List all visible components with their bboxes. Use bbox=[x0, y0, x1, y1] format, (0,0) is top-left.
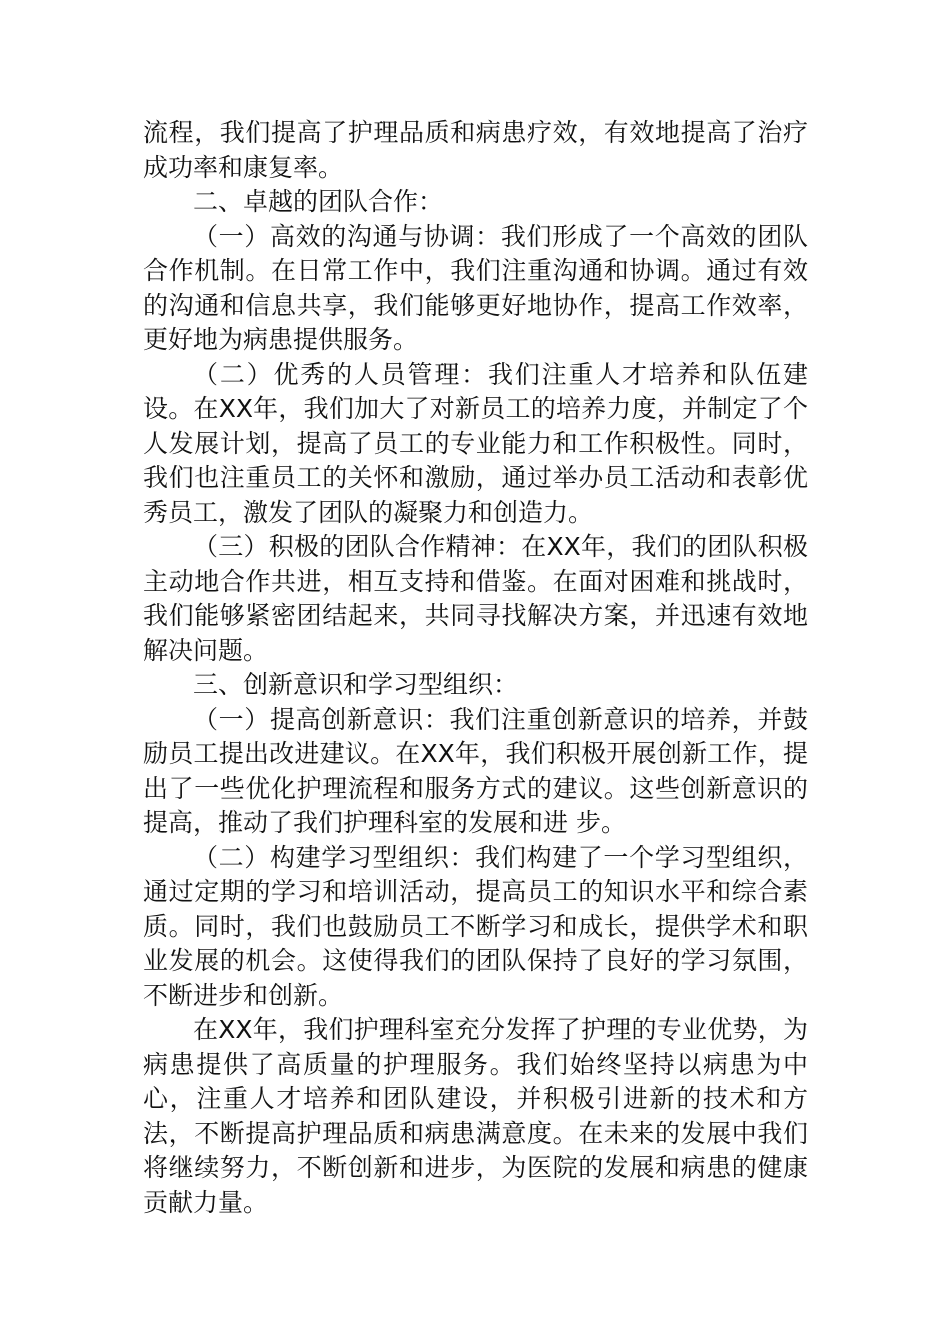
paragraph-2-2: （二）优秀的人员管理：我们注重人才培养和队伍建设。在XX年，我们加大了对新员工的培养力度，并制定了个人发展计划，提高了员工的专业能力和工作积极性。同时，我们也注重员工的关怀和激励，通过举办员工活动和表彰优秀员工，激发了团队的凝聚力和创造力。 bbox=[143, 359, 808, 527]
section-heading-3: 三、创新意识和学习型组织： bbox=[193, 670, 519, 699]
paragraph-2-3: （三）积极的团队合作精神：在XX年，我们的团队积极主动地合作共进，相互支持和借鉴。在面对困难和挑战时，我们能够紧密团结起来，共同寻找解决方案，并迅速有效地解决问题。 bbox=[143, 532, 808, 665]
section-heading-2: 二、卓越的团队合作： bbox=[193, 187, 444, 216]
paragraph-3-2: （二）构建学习型组织：我们构建了一个学习型组织，通过定期的学习和培训活动，提高员工的知识水平和综合素质。同时，我们也鼓励员工不断学习和成长，提供学术和职业发展的机会。这使得我们的团队保持了良好的学习氛围，不断进步和创新。 bbox=[143, 842, 808, 1010]
paragraph-3-1: （一）提高创新意识：我们注重创新意识的培养，并鼓励员工提出改进建议。在XX年，我们积极开展创新工作，提出了一些优化护理流程和服务方式的建议。这些创新意识的提高，推动了我们护理科室的发展和进 步。 bbox=[143, 704, 808, 837]
paragraph-2-1: （一）高效的沟通与协调：我们形成了一个高效的团队合作机制。在日常工作中，我们注重沟通和协调。通过有效的沟通和信息共享，我们能够更好地协作，提高工作效率，更好地为病患提供服务。 bbox=[143, 221, 808, 354]
paragraph-continuation: 流程，我们提高了护理品质和病患疗效，有效地提高了治疗成功率和康复率。 bbox=[143, 118, 808, 182]
paragraph-conclusion: 在XX年，我们护理科室充分发挥了护理的专业优势，为病患提供了高质量的护理服务。我们始终坚持以病患为中心，注重人才培养和团队建设，并积极引进新的技术和方法，不断提高护理品质和病患满意度。在未来的发展中我们将继续努力，不断创新和进步，为医院的发展和病患的健康贡献力量。 bbox=[143, 1015, 808, 1217]
document-body bbox=[143, 116, 808, 1220]
